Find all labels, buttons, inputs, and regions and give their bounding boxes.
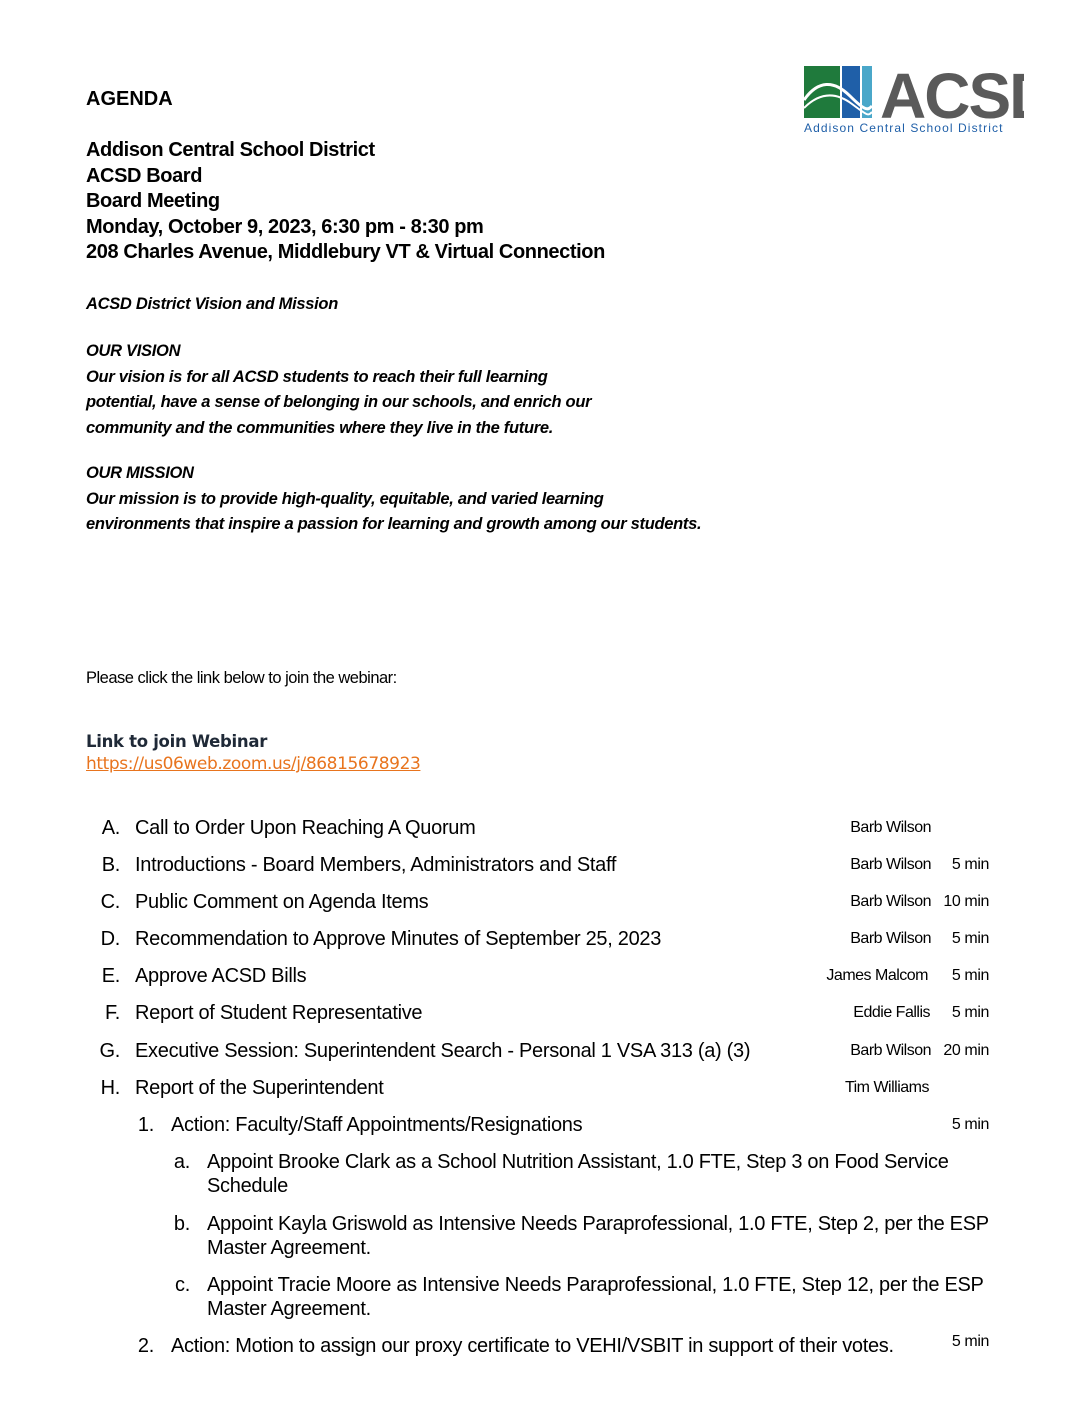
agenda-title: AGENDA [86, 88, 173, 110]
meeting-header [86, 138, 605, 266]
sub-sub-item-letter: a. [173, 1151, 190, 1173]
item-letter: B. [101, 854, 120, 876]
agenda-item-e [80, 964, 1010, 990]
vision-line: potential, have a sense of belonging in our schools, and enrich our [86, 393, 592, 411]
agenda-item-c [80, 890, 1010, 916]
sub-item-1 [80, 1113, 1010, 1139]
sub-sub-item-text: Appoint Brooke Clark as a School Nutrition Assistant, 1.0 FTE, Step 3 on Food Service Schedule [207, 1151, 949, 1197]
agenda-item-b [80, 853, 1010, 879]
item-presenter: Barb Wilson [850, 930, 931, 947]
item-duration: 5 min [951, 856, 989, 873]
item-text: Recommendation to Approve Minutes of September 25, 2023 [135, 928, 662, 950]
item-duration: 5 min [951, 967, 989, 984]
item-presenter: Barb Wilson [850, 819, 931, 836]
item-letter: A. [101, 817, 120, 839]
mission-title: OUR MISSION [86, 464, 194, 482]
sub-item-number: 1. [137, 1114, 154, 1136]
item-letter: E. [101, 965, 120, 987]
webinar-instruction: Please click the link below to join the webinar: [86, 669, 397, 687]
item-presenter: Barb Wilson [850, 893, 931, 910]
vision-line: Our vision is for all ACSD students to reach their full learning [86, 367, 548, 386]
item-presenter: Barb Wilson [850, 1042, 931, 1059]
item-duration: 20 min [943, 1042, 989, 1059]
agenda-item-f [80, 1001, 1010, 1027]
sub-item-text: Action: Motion to assign our proxy certificate to VEHI/VSBIT in support of their votes. [171, 1335, 894, 1357]
item-duration: 5 min [951, 1004, 989, 1021]
item-presenter: Tim Williams [844, 1079, 929, 1096]
item-letter: F. [105, 1002, 120, 1024]
webinar-link-label: Link to join Webinar [86, 732, 268, 751]
logo-letters: ACS [880, 66, 1010, 132]
sub-item-text: Action: Faculty/Staff Appointments/Resignations [171, 1114, 583, 1136]
sub-item-duration: 5 min [951, 1116, 989, 1133]
agenda-item-d [80, 927, 1010, 953]
sub-sub-item-b [80, 1212, 1010, 1264]
agenda-item-h [80, 1076, 1010, 1102]
item-text: Report of Student Representative [135, 1002, 423, 1024]
webinar-link[interactable]: https://us06web.zoom.us/j/86815678923 [86, 754, 421, 774]
vision-block [86, 339, 591, 441]
item-presenter: James Malcom [826, 967, 928, 984]
mission-line: Our mission is to provide high-quality, equitable, and varied learning [86, 489, 604, 508]
item-letter: G. [99, 1040, 120, 1062]
sub-item-duration: 5 min [951, 1333, 989, 1350]
vision-line: community and the communities where they live in the future. [86, 418, 554, 437]
logo-subtitle: Addison Central School District [804, 121, 1004, 135]
item-text: Introductions - Board Members, Administrators and Staff [135, 854, 617, 876]
agenda-item-a [80, 816, 1010, 842]
item-text: Approve ACSD Bills [135, 965, 307, 987]
vision-title: OUR VISION [86, 342, 181, 360]
item-text: Executive Session: Superintendent Search - Personal 1 VSA 313 (a) (3) [135, 1040, 751, 1062]
sub-sub-item-letter: c. [175, 1274, 190, 1296]
sub-item-2 [80, 1334, 1010, 1360]
meeting-location: 208 Charles Avenue, Middlebury VT & Virtual Connection [86, 241, 605, 263]
item-text: Call to Order Upon Reaching A Quorum [135, 817, 476, 839]
meeting-date: Monday, October 9, 2023, 6:30 pm - 8:30 pm [86, 215, 484, 238]
item-text: Report of the Superintendent [135, 1077, 384, 1099]
item-letter: H. [100, 1077, 120, 1099]
acsd-logo [804, 66, 1024, 138]
agenda-item-g [80, 1039, 1010, 1065]
item-letter: D. [100, 928, 120, 950]
item-presenter: Barb Wilson [850, 856, 931, 873]
sub-sub-item-text: Appoint Kayla Griswold as Intensive Needs Paraprofessional, 1.0 FTE, Step 2, per the ESP Master Agreement. [207, 1213, 989, 1259]
vision-mission-heading: ACSD District Vision and Mission [86, 295, 338, 313]
meeting-type: Board Meeting [86, 190, 220, 212]
district-name: Addison Central School District [86, 139, 375, 161]
item-duration: 5 min [951, 930, 989, 947]
mission-block [86, 461, 701, 538]
sub-item-number: 2. [137, 1335, 154, 1357]
sub-sub-item-text: Appoint Tracie Moore as Intensive Needs Paraprofessional, 1.0 FTE, Step 12, per the ESP Master Agreement. [207, 1274, 984, 1320]
item-duration: 10 min [943, 893, 989, 910]
board-name: ACSD Board [86, 164, 203, 187]
item-text: Public Comment on Agenda Items [135, 891, 429, 913]
item-letter: C. [100, 891, 120, 913]
sub-sub-item-c [80, 1273, 1010, 1325]
mission-line: environments that inspire a passion for learning and growth among our students. [86, 515, 702, 533]
sub-sub-item-a [80, 1150, 1010, 1202]
sub-sub-item-letter: b. [173, 1213, 190, 1235]
item-presenter: Eddie Fallis [853, 1004, 930, 1021]
